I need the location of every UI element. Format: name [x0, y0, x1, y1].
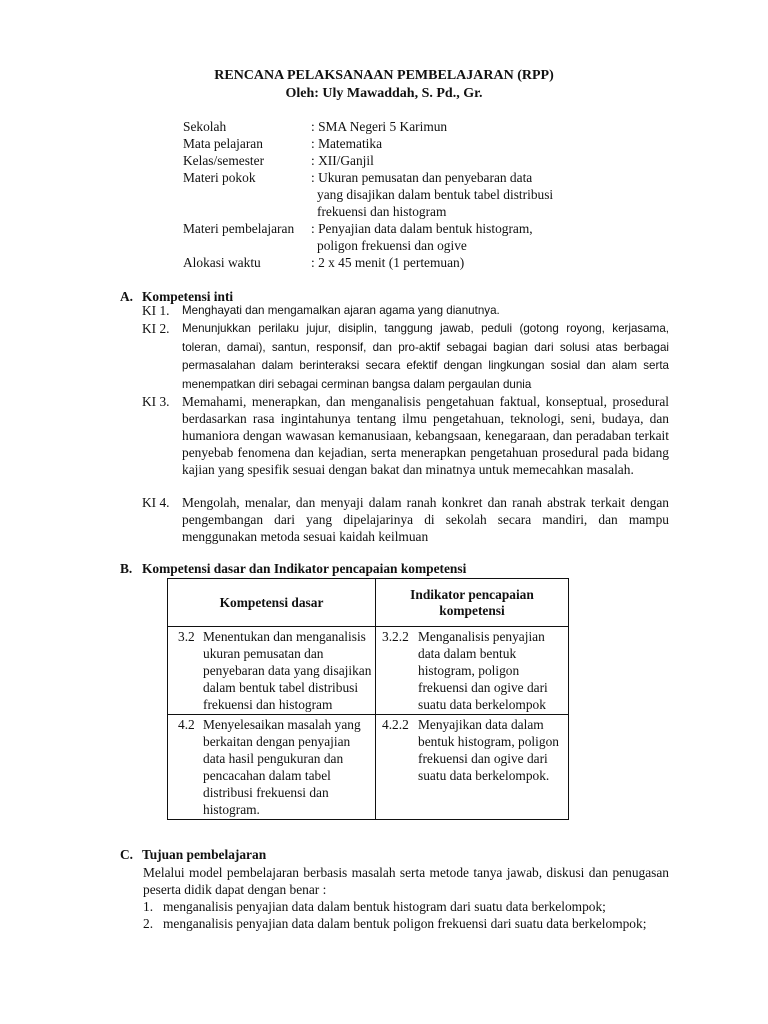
info-value: : XII/Ganjil	[311, 153, 374, 168]
info-row	[183, 152, 603, 169]
section-letter: A.	[120, 289, 134, 304]
info-label: Kelas/semester	[183, 153, 265, 168]
table-cell	[376, 715, 569, 820]
ipk-number: 4.2.2	[382, 717, 409, 732]
section-letter: C.	[120, 847, 134, 862]
ki-item	[142, 302, 669, 321]
info-row	[183, 118, 603, 135]
ki-item	[142, 393, 669, 478]
table-cell	[168, 715, 376, 820]
ki-number: KI 4.	[142, 495, 170, 510]
info-label: Materi pokok	[183, 170, 256, 185]
section-letter: B.	[120, 561, 133, 576]
ki-number: KI 1.	[142, 303, 170, 318]
kd-text: Menyelesaikan masalah yang berkaitan dengan penyajian data hasil pengukuran dan pencacahan dalam tabel distribusi frekuensi dan histogram.	[203, 717, 361, 817]
section-title: Kompetensi dasar dan Indikator pencapaian kompetensi	[142, 561, 467, 576]
info-value: : 2 x 45 menit (1 pertemuan)	[311, 255, 465, 270]
ipk-text: Menyajikan data dalam bentuk histogram, poligon frekuensi dan ogive dari suatu data berkelompok.	[418, 717, 559, 783]
kd-text: Menentukan dan menganalisis ukuran pemusatan dan penyebaran data yang disajikan dalam bentuk tabel distribusi frekuensi dan histogram	[203, 629, 372, 712]
list-number: 2.	[143, 916, 154, 931]
column-header: Indikator pencapaian kompetensi	[376, 579, 569, 627]
kd-number: 4.2	[178, 717, 195, 732]
info-row	[183, 135, 603, 152]
table-row	[168, 715, 569, 820]
ki-text: Menghayati dan mengamalkan ajaran agama yang dianutnya.	[182, 304, 500, 317]
section-title: Kompetensi inti	[142, 289, 234, 304]
column-header: Kompetensi dasar	[168, 579, 376, 627]
info-label: Sekolah	[183, 119, 227, 134]
ki-text: Menunjukkan perilaku jujur, disiplin, tanggung jawab, peduli (gotong royong, kerjasama, toleran, damai), santun, responsif, dan pro-aktif sebagai bagian dari solusi atas berbagai permasalahan dalam berinteraksi secara efektif dengan lingkungan sosial dan alam serta menempatkan diri sebagai cerminan bangsa dalam pergaulan dunia	[182, 322, 669, 391]
section-c-heading	[120, 847, 266, 863]
ipk-text: Menganalisis penyajian data dalam bentuk histogram, poligon frekuensi dan ogive dari suatu data berkelompok	[418, 629, 548, 712]
document-author: Oleh: Uly Mawaddah, S. Pd., Gr.	[285, 86, 483, 101]
info-value: : Matematika	[311, 136, 383, 151]
section-title: Tujuan pembelajaran	[142, 847, 267, 862]
ki-item	[142, 320, 669, 394]
info-label: Alokasi waktu	[183, 255, 261, 270]
objective-intro: Melalui model pembelajaran berbasis masalah serta metode tanya jawab, diskusi dan penugasan peserta didik dapat dengan benar :	[143, 865, 669, 897]
info-label: Mata pelajaran	[183, 136, 263, 151]
list-item	[143, 898, 669, 915]
ki-number: KI 2.	[142, 321, 170, 336]
list-item	[143, 915, 669, 932]
info-value: : Penyajian data dalam bentuk histogram, poligon frekuensi dan ogive	[311, 221, 533, 253]
ki-text: Mengolah, menalar, dan menyaji dalam ranah konkret dan ranah abstrak terkait dengan pengembangan dari yang dipelajarinya di sekolah secara mandiri, dan mampu menggunakan metoda sesuai kaidah keilmuan	[182, 495, 669, 544]
list-number: 1.	[143, 899, 154, 914]
competency-table	[167, 578, 569, 820]
info-value: : SMA Negeri 5 Karimun	[311, 119, 448, 134]
section-b-heading	[120, 561, 466, 577]
table-cell	[168, 627, 376, 715]
info-row	[183, 254, 603, 271]
document-title: RENCANA PELAKSANAAN PEMBELAJARAN (RPP)	[214, 68, 554, 83]
table-cell	[376, 627, 569, 715]
ki-text: Memahami, menerapkan, dan menganalisis pengetahuan faktual, konseptual, prosedural berdasarkan rasa ingintahunya tentang ilmu pengetahuan, teknologi, seni, budaya, dan humaniora dengan wawasan kemanusiaan, kebangsaan, kenegaraan, dan peradaban terkait penyebab fenomena dan kejadian, serta menerapkan pengetahuan prosedural pada bidang kajian yang spesifik sesuai dengan bakat dan minatnya untuk memecahkan masalah.	[182, 394, 669, 477]
ki-item	[142, 494, 669, 545]
info-row	[183, 220, 603, 254]
list-text: menganalisis penyajian data dalam bentuk histogram dari suatu data berkelompok;	[163, 899, 606, 914]
table-row	[168, 627, 569, 715]
info-label: Materi pembelajaran	[183, 221, 295, 236]
info-row	[183, 169, 603, 220]
table-header-row	[168, 579, 569, 627]
ki-number: KI 3.	[142, 394, 170, 409]
identity-table	[183, 118, 603, 271]
ipk-number: 3.2.2	[382, 629, 409, 644]
list-text: menganalisis penyajian data dalam bentuk poligon frekuensi dari suatu data berkelompok;	[163, 916, 647, 931]
kd-number: 3.2	[178, 629, 195, 644]
info-value: : Ukuran pemusatan dan penyebaran data yang disajikan dalam bentuk tabel distribusi frekuensi dan histogram	[311, 170, 554, 219]
